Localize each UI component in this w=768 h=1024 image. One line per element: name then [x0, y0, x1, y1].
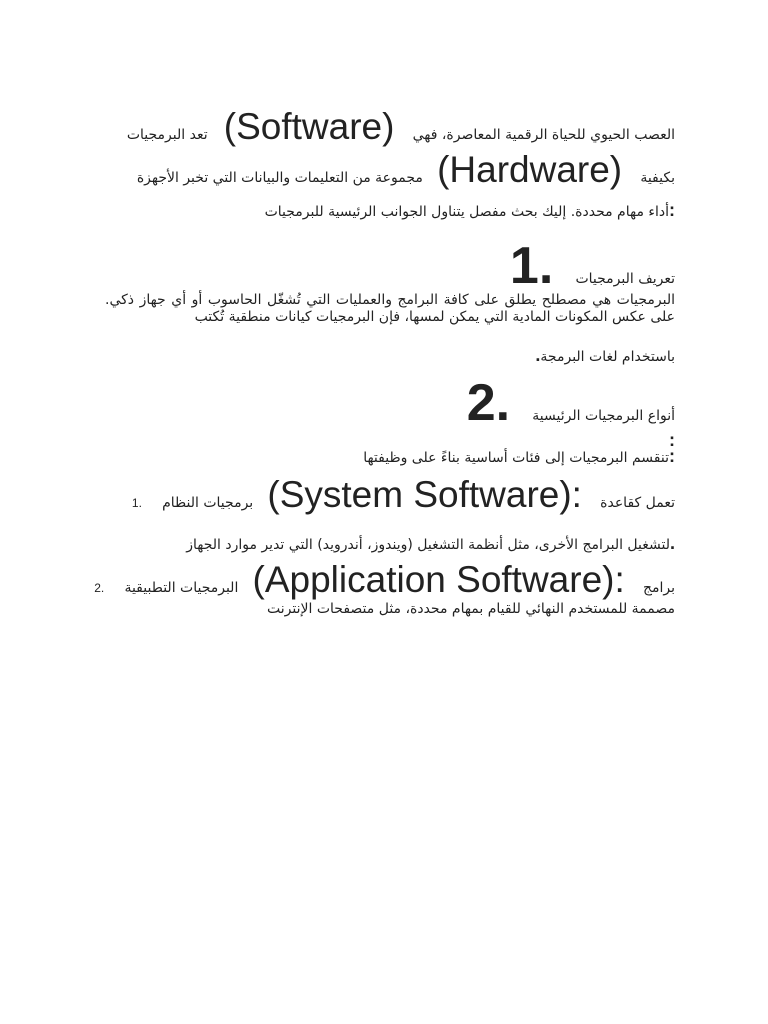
item-description: لتشغيل البرامج الأخرى، مثل أنظمة التشغيل (ويندوز، أندرويد) التي تدير موارد الجهاز: [186, 537, 670, 553]
intro-line-2: [70, 151, 675, 188]
intro-text: أداء مهام محددة. إليك بحث مفصل يتناول الجوانب الرئيسية للبرمجيات: [264, 204, 669, 220]
item-marker: 2.: [94, 581, 105, 595]
section-title: أنواع البرمجيات الرئيسية: [532, 408, 675, 424]
colon-mark: :: [669, 430, 675, 450]
item-description: مصممة للمستخدم النهائي للقيام بمهام محددة، مثل متصفحات الإنترنت: [267, 601, 675, 617]
section-1-heading: [70, 237, 675, 295]
application-software-term: (Application Software):: [252, 559, 625, 600]
item-lead: برامج: [642, 580, 675, 596]
colon-mark: :: [669, 446, 675, 466]
list-item-system-desc: [70, 533, 675, 554]
period-mark: .: [535, 345, 541, 365]
system-software-term: (System Software):: [267, 474, 582, 515]
section-1-tail: [70, 345, 675, 366]
item-label: برمجيات النظام: [162, 495, 254, 511]
section-intro-text: تنقسم البرمجيات إلى فئات أساسية بناءً على وظيفتها: [363, 450, 669, 466]
section-1-paragraph: البرمجيات هي مصطلح يطلق على كافة البرامج والعمليات التي تُشغّل الحاسوب أو أي جهاز ذكي. على عكس المكونات المادية التي يمكن لمسها، فإن البرمجيات كيانات منطقية تُكتب: [105, 292, 675, 325]
item-label: البرمجيات التطبيقية: [124, 580, 239, 596]
item-lead: تعمل كقاعدة: [600, 495, 675, 511]
intro-text: بكيفية: [640, 170, 675, 186]
software-term: (Software): [223, 106, 395, 147]
section-2-intro: [70, 446, 675, 467]
intro-text: مجموعة من التعليمات والبيانات التي تخبر الأجهزة: [136, 170, 423, 186]
section-2-heading: [70, 374, 675, 432]
list-item-application-software: [60, 561, 675, 598]
section-title: تعريف البرمجيات: [575, 271, 675, 287]
intro-text: العصب الحيوي للحياة الرقمية المعاصرة، فهي: [412, 127, 675, 143]
item-marker: 1.: [131, 496, 142, 510]
section-number: 2.: [466, 374, 511, 432]
intro-text: تعد البرمجيات: [126, 127, 208, 143]
intro-line-3: [70, 200, 675, 221]
paragraph-tail: باستخدام لغات البرمجة: [540, 349, 675, 365]
list-item-system-software: [70, 476, 675, 513]
list-item-application-desc: [70, 598, 675, 617]
section-number: 1.: [509, 237, 554, 295]
intro-line-1: [70, 108, 675, 145]
hardware-term: (Hardware): [437, 149, 623, 190]
colon-mark: :: [669, 200, 675, 220]
period-mark: .: [669, 533, 675, 553]
